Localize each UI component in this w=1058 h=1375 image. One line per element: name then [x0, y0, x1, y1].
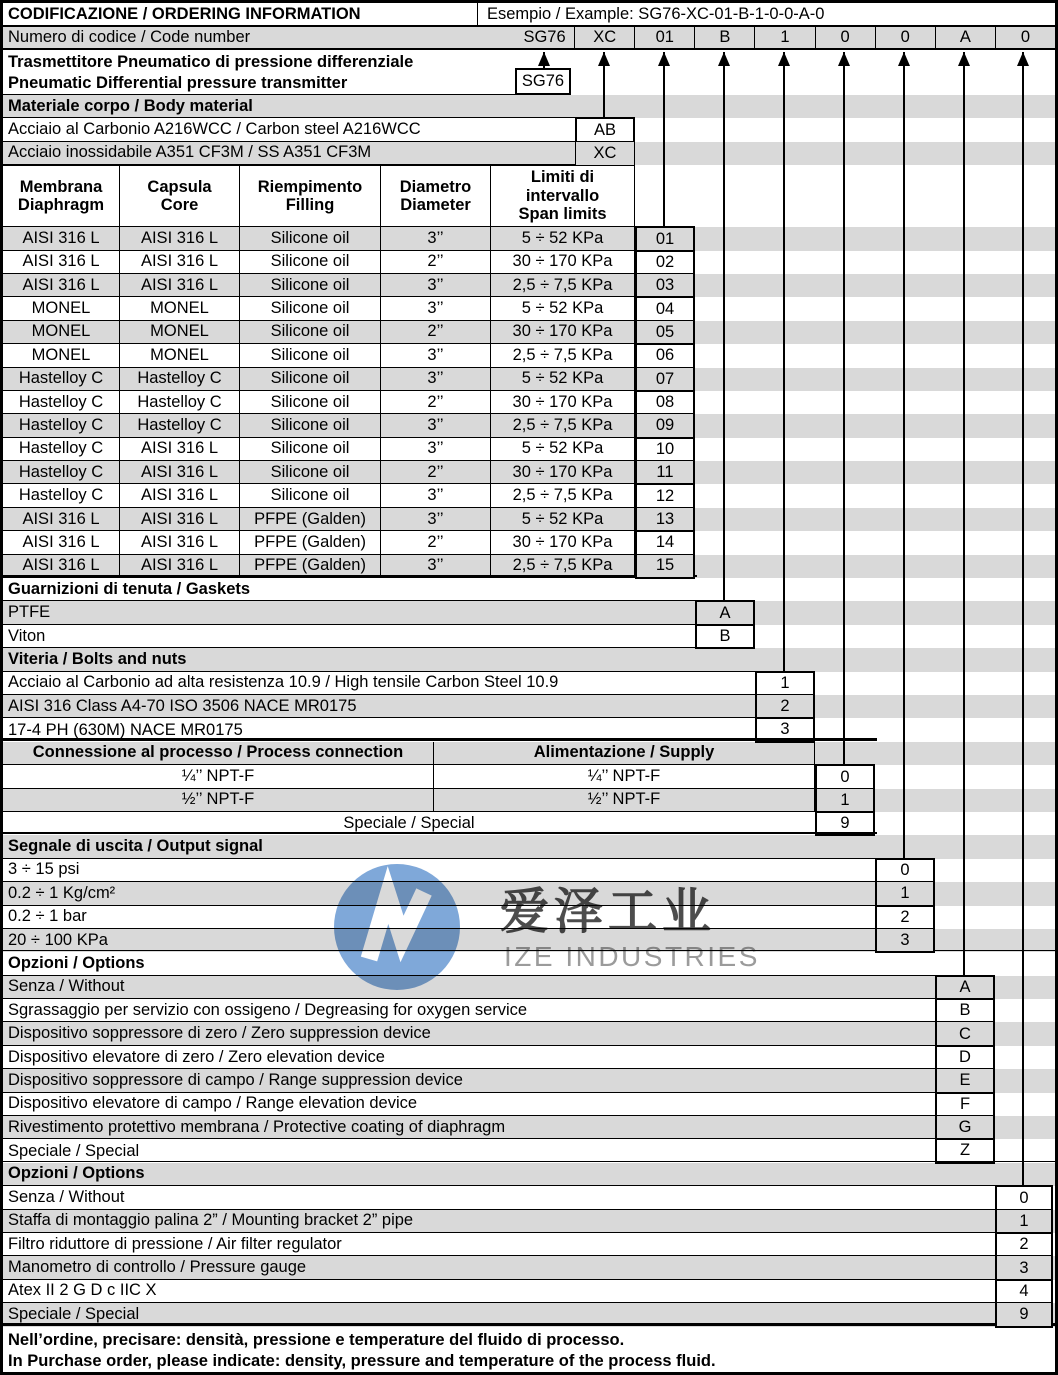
- code-box: 2: [755, 694, 815, 719]
- row-label: Atex II 2 G D c IIC X: [3, 1280, 995, 1303]
- col-header-span-limits: [491, 165, 635, 227]
- table-cell: Hastelloy C: [3, 484, 120, 507]
- code-box: D: [935, 1045, 995, 1070]
- supply-value: ½’’ NPT-F: [434, 789, 815, 812]
- table-cell: 2’’: [381, 531, 491, 554]
- row-label: Speciale / Special: [343, 814, 475, 833]
- code-cell-connection: 0: [815, 27, 875, 48]
- code-box: 2: [875, 905, 935, 930]
- table-cell: PFPE (Galden): [240, 508, 381, 531]
- options1-row: [3, 1116, 1055, 1139]
- divider: [3, 1323, 1055, 1326]
- code-box: 1: [755, 671, 815, 696]
- code-box: 07: [635, 367, 695, 392]
- supply-value: ¼’’ NPT-F: [434, 765, 815, 788]
- span-table-row: [3, 438, 1055, 461]
- table-cell: AISI 316 L: [120, 461, 240, 484]
- row-label: Viton: [3, 625, 695, 648]
- table-cell: PFPE (Galden): [240, 531, 381, 554]
- code-box: XC: [575, 141, 635, 166]
- code-cell-gasket: B: [694, 27, 754, 48]
- table-cell: Silicone oil: [240, 461, 381, 484]
- options2-header: [3, 1163, 1055, 1186]
- code-box: B: [935, 998, 995, 1023]
- divider: [3, 1161, 1055, 1163]
- table-cell: Hastelloy C: [3, 368, 120, 391]
- bolts-row: [3, 695, 1055, 718]
- connector-arrow-options1: [963, 52, 965, 975]
- options2-row: [3, 1186, 1055, 1209]
- code-box: 14: [635, 530, 695, 555]
- table-cell: 2,5 ÷ 7,5 KPa: [491, 555, 635, 578]
- table-cell: Silicone oil: [240, 414, 381, 437]
- divider: [3, 575, 697, 578]
- table-cell: PFPE (Galden): [240, 555, 381, 578]
- table-cell: Silicone oil: [240, 274, 381, 297]
- row-label: 0.2 ÷ 1 bar: [3, 906, 875, 929]
- col-header-filling: [240, 165, 381, 227]
- options1-row: [3, 1022, 1055, 1045]
- page-title: CODIFICAZIONE / ORDERING INFORMATION: [3, 3, 478, 25]
- code-cell-options2: 0: [995, 27, 1055, 48]
- code-cell-signal: 0: [875, 27, 935, 48]
- options1-row: [3, 1069, 1055, 1092]
- row-label: Senza / Without: [3, 976, 935, 999]
- process-connection-header: Connessione al processo / Process connection: [3, 742, 434, 765]
- col-header-line: Core: [160, 196, 199, 215]
- row-label: Dispositivo elevatore di campo / Range elevation device: [3, 1093, 935, 1116]
- table-cell: 2,5 ÷ 7,5 KPa: [491, 274, 635, 297]
- output-signal-row: [3, 859, 1055, 882]
- transmitter-code-box: SG76: [515, 68, 571, 95]
- transmitter-label-it: Trasmettitore Pneumatico di pressione differenziale: [8, 53, 414, 71]
- bolts-header: [3, 648, 1055, 671]
- row-label: Rivestimento protettivo membrana / Protective coating of diaphragm: [3, 1116, 935, 1139]
- row-label: Filtro riduttore di pressione / Air filter regulator: [3, 1233, 995, 1256]
- table-cell: Silicone oil: [240, 368, 381, 391]
- row-label: 3 ÷ 15 psi: [3, 859, 875, 882]
- table-cell: Silicone oil: [240, 438, 381, 461]
- table-cell: 3’’: [381, 297, 491, 320]
- code-box: 0: [875, 858, 935, 883]
- code-box: 03: [635, 273, 695, 298]
- table-cell: Hastelloy C: [120, 391, 240, 414]
- supply-header: Alimentazione / Supply: [434, 742, 815, 765]
- col-header-line: Diameter: [400, 196, 471, 215]
- table-cell: 2,5 ÷ 7,5 KPa: [491, 414, 635, 437]
- section-title: Materiale corpo / Body material: [3, 95, 575, 118]
- table-cell: Hastelloy C: [3, 461, 120, 484]
- code-box: C: [935, 1021, 995, 1046]
- divider: [3, 832, 877, 835]
- options2-row: [3, 1233, 1055, 1256]
- options1-row: [3, 976, 1055, 999]
- code-box: 1: [815, 788, 875, 813]
- code-box: 12: [635, 483, 695, 508]
- section-title: Opzioni / Options: [3, 952, 935, 975]
- code-cell-body: XC: [574, 27, 634, 48]
- row-label: Speciale / Special: [8, 1305, 140, 1324]
- span-table-row: [3, 531, 1055, 554]
- table-cell: 30 ÷ 170 KPa: [491, 391, 635, 414]
- span-table-row: [3, 461, 1055, 484]
- watermark-cjk-text: 爱泽工业: [500, 885, 717, 939]
- connector-arrow-gaskets: [723, 52, 725, 600]
- code-box: 9: [995, 1302, 1053, 1327]
- col-header-diaphragm: [3, 165, 120, 227]
- code-box: 3: [755, 717, 815, 742]
- row-label: 20 ÷ 100 KPa: [8, 931, 108, 950]
- span-table-row: [3, 368, 1055, 391]
- span-table-row: [3, 391, 1055, 414]
- process-value: ¼’’ NPT-F: [3, 765, 434, 788]
- table-cell: AISI 316 L: [3, 274, 120, 297]
- row-label: Acciaio al Carbonio A216WCC / Carbon steel A216WCC: [3, 118, 575, 141]
- table-cell: Silicone oil: [240, 391, 381, 414]
- footer-note: [3, 1327, 1055, 1373]
- table-cell: 30 ÷ 170 KPa: [491, 531, 635, 554]
- table-cell: 2’’: [381, 461, 491, 484]
- table-cell: MONEL: [120, 344, 240, 367]
- code-box: AB: [575, 117, 635, 142]
- col-header-line: intervallo: [525, 186, 600, 205]
- table-cell: Silicone oil: [240, 321, 381, 344]
- table-cell: 5 ÷ 52 KPa: [491, 297, 635, 320]
- span-table-row: [3, 297, 1055, 320]
- code-box: 10: [635, 437, 695, 462]
- connection-header-row: [3, 742, 1055, 765]
- table-cell: Silicone oil: [240, 484, 381, 507]
- table-cell: 3’’: [381, 414, 491, 437]
- table-cell: MONEL: [120, 321, 240, 344]
- row-label: PTFE: [3, 601, 695, 624]
- table-cell: AISI 316 L: [3, 531, 120, 554]
- options2-row: [3, 1280, 1055, 1303]
- connector-arrow-body-material: [603, 52, 605, 118]
- table-cell: AISI 316 L: [120, 531, 240, 554]
- footer-line-en: In Purchase order, please indicate: density, pressure and temperature of the process fluid.: [8, 1351, 716, 1370]
- body-material-header: [3, 95, 1055, 118]
- table-cell: 30 ÷ 170 KPa: [491, 321, 635, 344]
- table-cell: 3’’: [381, 368, 491, 391]
- col-header-line: Membrana: [19, 177, 103, 196]
- code-box: 4: [995, 1279, 1053, 1304]
- table-cell: Silicone oil: [240, 227, 381, 250]
- code-box: 04: [635, 296, 695, 321]
- col-header-line: Diametro: [399, 177, 472, 196]
- table-cell: AISI 316 L: [120, 555, 240, 578]
- table-cell: 30 ÷ 170 KPa: [491, 251, 635, 274]
- gaskets-header: [3, 578, 1055, 601]
- span-table-row: [3, 227, 1055, 250]
- table-cell: MONEL: [3, 344, 120, 367]
- header-row: [3, 3, 1055, 27]
- code-box: A: [935, 975, 995, 1000]
- table-cell: 2,5 ÷ 7,5 KPa: [491, 344, 635, 367]
- code-box: Z: [935, 1138, 995, 1163]
- table-cell: Hastelloy C: [3, 414, 120, 437]
- col-header-line: Filling: [285, 196, 335, 215]
- output-signal-header: [3, 835, 1055, 858]
- section-title: Guarnizioni di tenuta / Gaskets: [3, 578, 695, 601]
- table-cell: AISI 316 L: [3, 251, 120, 274]
- row-label: Acciaio al Carbonio ad alta resistenza 10.9 / High tensile Carbon Steel 10.9: [3, 672, 755, 695]
- code-box: E: [935, 1068, 995, 1093]
- span-table-row: [3, 321, 1055, 344]
- gaskets-row: [3, 625, 1055, 648]
- options1-row: [3, 1139, 1055, 1162]
- table-cell: MONEL: [3, 321, 120, 344]
- table-cell: AISI 316 L: [3, 555, 120, 578]
- span-table-row: [3, 344, 1055, 367]
- table-cell: 3’’: [381, 438, 491, 461]
- code-number-row: [3, 27, 1055, 50]
- code-box: A: [695, 600, 755, 625]
- code-cell-sg76: SG76: [523, 28, 566, 46]
- code-box: 0: [995, 1185, 1053, 1210]
- connection-row: [3, 765, 1055, 788]
- table-cell: 3’’: [381, 555, 491, 578]
- table-cell: AISI 316 L: [120, 251, 240, 274]
- connector-arrow-sg76: [543, 52, 545, 69]
- row-label: 0.2 ÷ 1 Kg/cm²: [3, 882, 875, 905]
- code-box: 02: [635, 250, 695, 275]
- table-cell: AISI 316 L: [3, 508, 120, 531]
- span-table-header: [3, 165, 1055, 227]
- gaskets-row: [3, 601, 1055, 624]
- table-cell: 2’’: [381, 251, 491, 274]
- connector-arrow-bolts: [783, 52, 785, 671]
- code-box: 15: [635, 554, 695, 579]
- code-box: 09: [635, 413, 695, 438]
- span-table-row: [3, 274, 1055, 297]
- table-cell: Silicone oil: [240, 297, 381, 320]
- code-box: 1: [995, 1209, 1053, 1234]
- section-title: Segnale di uscita / Output signal: [3, 835, 875, 858]
- row-label: Dispositivo soppressore di zero / Zero suppression device: [3, 1022, 935, 1045]
- col-header-line: Diaphragm: [17, 196, 105, 215]
- row-label: Sgrassaggio per servizio con ossigeno / Degreasing for oxygen service: [3, 999, 935, 1022]
- table-cell: 5 ÷ 52 KPa: [491, 368, 635, 391]
- code-cell-options1: A: [935, 27, 995, 48]
- table-cell: MONEL: [120, 297, 240, 320]
- options1-row: [3, 1046, 1055, 1069]
- table-cell: Hastelloy C: [120, 368, 240, 391]
- table-cell: 2’’: [381, 321, 491, 344]
- table-cell: Hastelloy C: [3, 391, 120, 414]
- col-header-line: Limiti di: [530, 168, 595, 187]
- table-cell: 3’’: [381, 484, 491, 507]
- code-cell-span: 01: [634, 27, 694, 48]
- section-title: Opzioni / Options: [3, 1163, 995, 1186]
- span-table-row: [3, 251, 1055, 274]
- options2-row: [3, 1256, 1055, 1279]
- span-table-row: [3, 508, 1055, 531]
- output-signal-row: [3, 906, 1055, 929]
- row-label: Staffa di montaggio palina 2” / Mounting bracket 2” pipe: [3, 1210, 995, 1233]
- table-cell: 3’’: [381, 227, 491, 250]
- col-header-core: [120, 165, 240, 227]
- section-title: Viteria / Bolts and nuts: [3, 648, 755, 671]
- options2-row: [3, 1210, 1055, 1233]
- code-box: 11: [635, 460, 695, 485]
- table-cell: 30 ÷ 170 KPa: [491, 461, 635, 484]
- row-label: Speciale / Special: [8, 1141, 140, 1160]
- code-box: 3: [995, 1255, 1053, 1280]
- process-value: ½’’ NPT-F: [3, 789, 434, 812]
- table-cell: 2’’: [381, 391, 491, 414]
- code-box: 9: [815, 811, 875, 836]
- options1-row: [3, 999, 1055, 1022]
- options1-header: [3, 952, 1055, 975]
- transmitter-label-en: Pneumatic Differential pressure transmitter: [8, 74, 348, 92]
- table-cell: 2,5 ÷ 7,5 KPa: [491, 484, 635, 507]
- code-box: 05: [635, 320, 695, 345]
- col-header-line: Capsula: [147, 177, 212, 196]
- code-number-label: Numero di codice / Code number: [8, 28, 251, 46]
- col-header-line: Span limits: [518, 205, 607, 224]
- table-cell: AISI 316 L: [120, 438, 240, 461]
- code-cell-bolts: 1: [754, 27, 814, 48]
- body-material-row: [3, 118, 1055, 141]
- options1-row: [3, 1093, 1055, 1116]
- table-cell: Silicone oil: [240, 344, 381, 367]
- span-table-row: [3, 414, 1055, 437]
- connector-arrow-signal: [903, 52, 905, 858]
- table-cell: Hastelloy C: [120, 414, 240, 437]
- table-cell: MONEL: [3, 297, 120, 320]
- table-cell: AISI 316 L: [120, 484, 240, 507]
- row-label: Dispositivo soppressore di campo / Range suppression device: [3, 1069, 935, 1092]
- table-cell: AISI 316 L: [3, 227, 120, 250]
- code-box: 0: [815, 764, 875, 789]
- code-box: 3: [875, 928, 935, 953]
- connector-arrow-connection: [843, 52, 845, 764]
- table-cell: 5 ÷ 52 KPa: [491, 227, 635, 250]
- table-cell: 3’’: [381, 344, 491, 367]
- row-label: AISI 316 Class A4-70 ISO 3506 NACE MR0175: [3, 695, 755, 718]
- footer-line-it: Nell’ordine, precisare: densità, pressione e temperature del fluido di processo.: [8, 1330, 625, 1349]
- table-cell: 5 ÷ 52 KPa: [491, 438, 635, 461]
- code-box: B: [695, 624, 755, 649]
- table-cell: Silicone oil: [240, 251, 381, 274]
- code-box: 06: [635, 343, 695, 368]
- row-label: Dispositivo elevatore di zero / Zero elevation device: [3, 1046, 935, 1069]
- example-code: Esempio / Example: SG76-XC-01-B-1-0-0-A-0: [487, 4, 825, 23]
- code-box: G: [935, 1115, 995, 1140]
- output-signal-row: [3, 882, 1055, 905]
- table-cell: AISI 316 L: [120, 274, 240, 297]
- table-cell: 5 ÷ 52 KPa: [491, 508, 635, 531]
- row-label: Manometro di controllo / Pressure gauge: [3, 1256, 995, 1279]
- col-header-diameter: [381, 165, 491, 227]
- code-box: 08: [635, 390, 695, 415]
- table-cell: AISI 316 L: [120, 508, 240, 531]
- table-cell: AISI 316 L: [120, 227, 240, 250]
- span-table-row: [3, 484, 1055, 507]
- divider: [3, 738, 877, 741]
- output-signal-row: [3, 929, 1055, 952]
- watermark-latin-text: IZE INDUSTRIES: [504, 941, 760, 972]
- col-header-line: Riempimento: [257, 177, 363, 196]
- connection-row: [3, 789, 1055, 812]
- bolts-row: [3, 672, 1055, 695]
- row-label: Acciaio inossidabile A351 CF3M / SS A351 CF3M: [3, 142, 575, 165]
- table-cell: Hastelloy C: [3, 438, 120, 461]
- body-material-row: [3, 142, 1055, 165]
- connector-arrow-options2: [1022, 52, 1024, 1185]
- code-box: F: [935, 1092, 995, 1117]
- code-box: 01: [635, 226, 695, 251]
- row-label: Senza / Without: [3, 1186, 995, 1209]
- row-label: 17-4 PH (630M) NACE MR0175: [8, 720, 243, 739]
- connector-arrow-span-code: [663, 52, 665, 226]
- table-cell: 3’’: [381, 508, 491, 531]
- code-box: 1: [875, 881, 935, 906]
- code-box: 13: [635, 507, 695, 532]
- code-box: 2: [995, 1232, 1053, 1257]
- table-cell: 3’’: [381, 274, 491, 297]
